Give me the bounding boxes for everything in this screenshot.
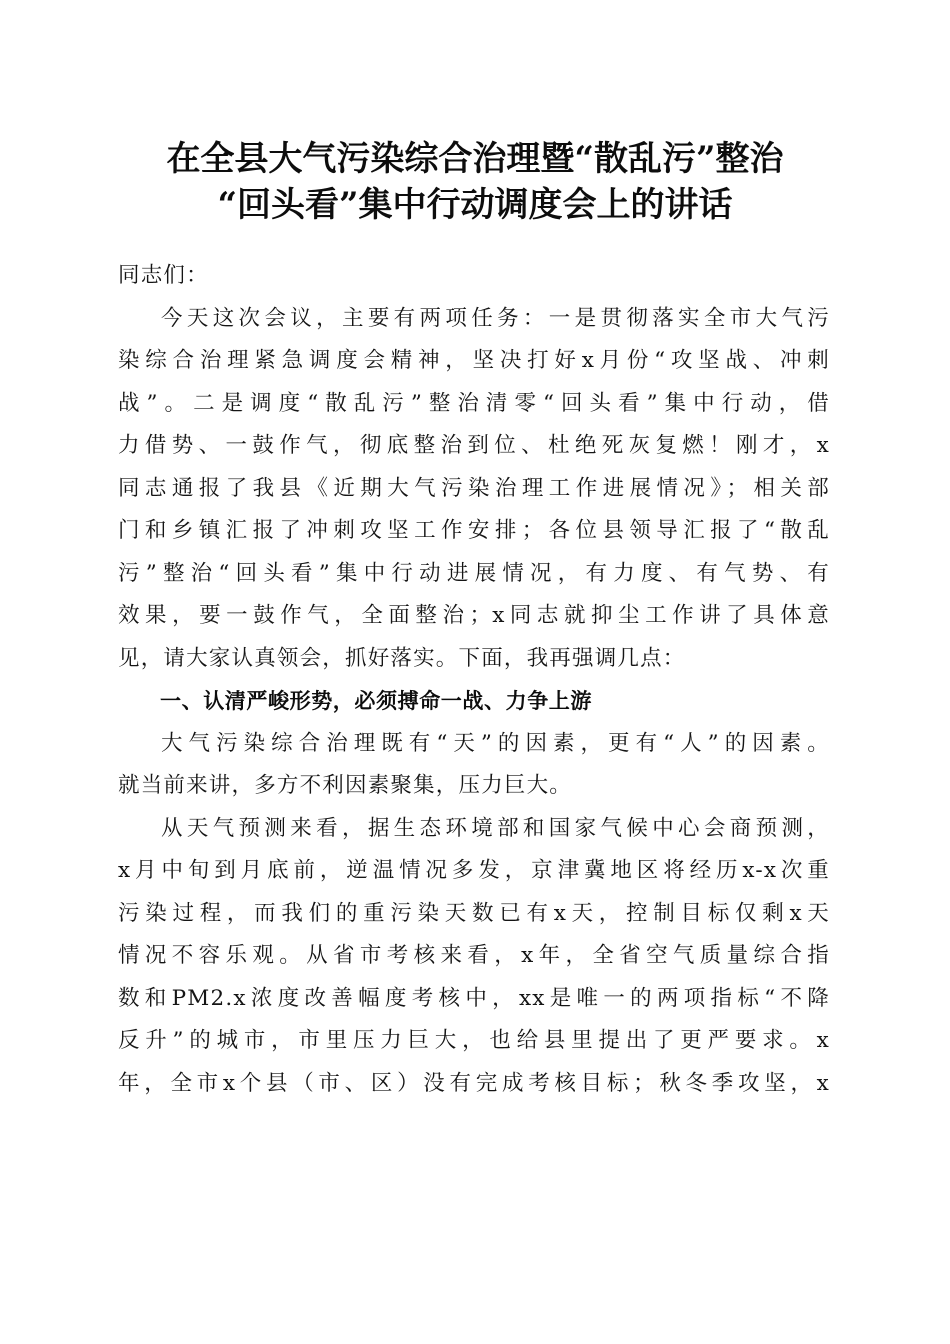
paragraph-line: 数和PM2.x浓度改善幅度考核中，xx是唯一的两项指标“不降 [118,985,830,1011]
intro-line: 同志通报了我县《近期大气污染治理工作进展情况》；相关部 [118,475,830,501]
intro-line: 门和乡镇汇报了冲刺攻坚工作安排；各位县领导汇报了“散乱 [118,518,830,543]
paragraph-line: 污染过程，而我们的重污染天数已有x天，控制目标仅剩x天 [118,900,830,926]
paragraph-line: 从天气预测来看，据生态环境部和国家气候中心会商预测， [161,815,830,841]
intro-line: 污”整治“回头看”集中行动进展情况，有力度、有气势、有 [118,560,830,586]
paragraph-factors [118,723,830,808]
intro-line: 今天这次会议，主要有两项任务：一是贯彻落实全市大气污 [161,305,830,331]
paragraph-line: 年，全市x个县（市、区）没有完成考核目标；秋冬季攻坚，x [118,1070,830,1096]
paragraph-line: 就当前来讲，多方不利因素聚集，压力巨大。 [118,773,573,798]
paragraph-line: 大气污染综合治理既有“天”的因素，更有“人”的因素。 [161,730,830,756]
intro-line: 染综合治理紧急调度会精神，坚决打好x月份“攻坚战、冲刺 [118,348,830,373]
intro-line: 战”。二是调度“散乱污”整治清零“回头看”集中行动，借 [118,390,830,416]
intro-paragraph [118,298,830,681]
title-line-1: 在全县大气污染综合治理暨“散乱污”整治 [166,139,784,179]
salutation: 同志们： [118,263,209,288]
paragraph-line: 情况不容乐观。从省市考核来看，x年，全省空气质量综合指 [118,943,830,968]
paragraph-weather-forecast [118,808,830,1106]
section-heading-1: 一、认清严峻形势，必须搏命一战、力争上游 [160,689,592,713]
paragraph-line: x月中旬到月底前，逆温情况多发，京津冀地区将经历x-x次重 [118,858,830,883]
intro-line: 见，请大家认真领会，抓好落实。下面，我再强调几点： [118,645,686,671]
intro-line: 力借势、一鼓作气，彻底整治到位、杜绝死灰复燃！刚才，x [118,433,830,458]
document-body [118,255,830,1105]
paragraph-line: 反升”的城市，市里压力巨大，也给县里提出了更严要求。x [118,1028,830,1053]
intro-line: 效果，要一鼓作气，全面整治；x同志就抑尘工作讲了具体意 [118,603,830,628]
title-line-2: “回头看”集中行动调度会上的讲话 [217,185,733,225]
document-title [110,136,840,228]
